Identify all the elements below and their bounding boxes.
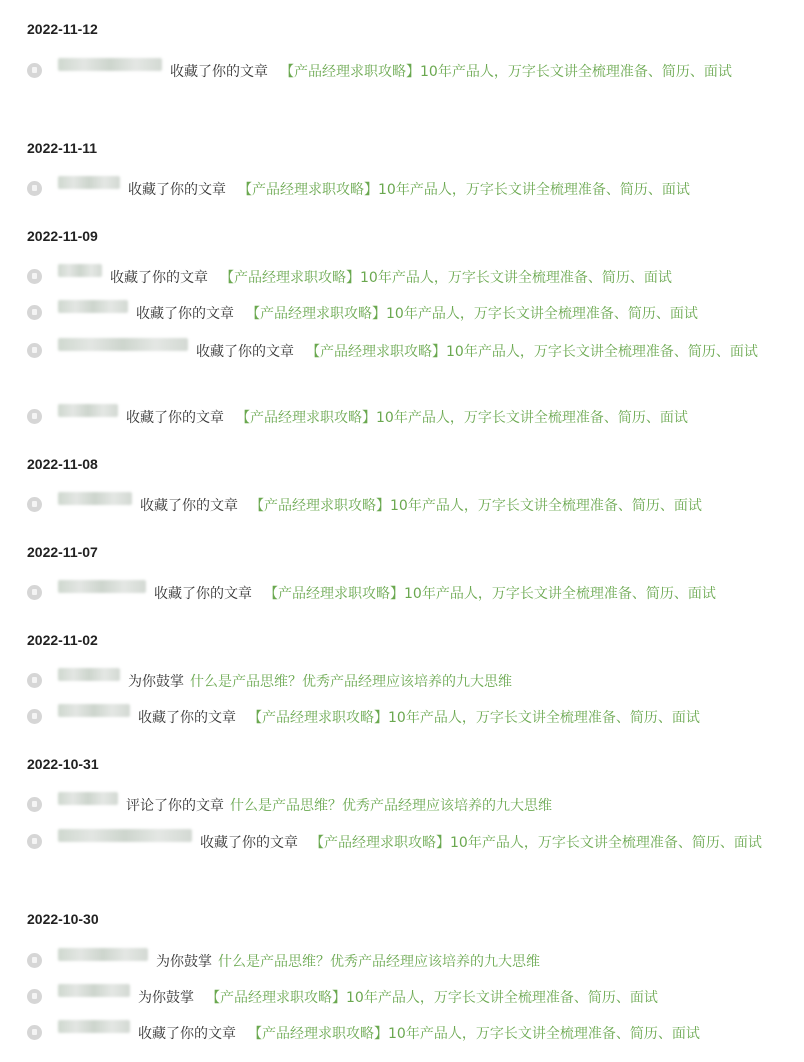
activity-item: [27, 667, 767, 698]
activity-item: [27, 791, 767, 822]
activity-item: [27, 1019, 767, 1050]
activity-action: 收藏了你的文章: [196, 344, 294, 360]
activity-action: 为你鼓掌: [138, 990, 194, 1006]
activity-action: 收藏了你的文章: [154, 586, 252, 602]
activity-action: 收藏了你的文章: [128, 182, 226, 198]
activity-item: [27, 491, 767, 522]
date-heading: 2022-11-08: [27, 456, 98, 472]
username[interactable]: [58, 58, 162, 71]
activity-action: 收藏了你的文章: [138, 710, 236, 726]
date-heading: 2022-11-11: [27, 140, 98, 156]
article-link[interactable]: 【产品经理求职攻略】10年产品人，万字长文讲全梳理准备、简历、面试: [206, 990, 658, 1006]
username[interactable]: [58, 300, 128, 313]
default-avatar-icon[interactable]: [27, 953, 42, 968]
activity-item: [27, 175, 767, 206]
article-link[interactable]: 【产品经理求职攻略】10年产品人，万字长文讲全梳理准备、简历、面试: [306, 344, 758, 360]
default-avatar-icon[interactable]: [27, 1025, 42, 1040]
activity-action: 收藏了你的文章: [136, 306, 234, 322]
default-avatar-icon[interactable]: [27, 269, 42, 284]
article-link[interactable]: 【产品经理求职攻略】10年产品人，万字长文讲全梳理准备、简历、面试: [264, 586, 716, 602]
username[interactable]: [58, 792, 118, 805]
username[interactable]: [58, 984, 130, 997]
default-avatar-icon[interactable]: [27, 63, 42, 78]
activity-item: [27, 828, 767, 859]
username[interactable]: [58, 1020, 130, 1033]
activity-item: [27, 403, 767, 434]
date-heading: 2022-11-12: [27, 21, 98, 37]
username[interactable]: [58, 668, 120, 681]
username[interactable]: [58, 580, 146, 593]
default-avatar-icon[interactable]: [27, 834, 42, 849]
activity-item: [27, 703, 767, 734]
username[interactable]: [58, 829, 192, 842]
username[interactable]: [58, 176, 120, 189]
activity-action: 评论了你的文章: [126, 798, 224, 814]
default-avatar-icon[interactable]: [27, 797, 42, 812]
username[interactable]: [58, 492, 132, 505]
default-avatar-icon[interactable]: [27, 673, 42, 688]
article-link[interactable]: 【产品经理求职攻略】10年产品人，万字长文讲全梳理准备、简历、面试: [246, 306, 698, 322]
activity-item: [27, 337, 767, 368]
activity-action: 收藏了你的文章: [170, 64, 268, 80]
default-avatar-icon[interactable]: [27, 585, 42, 600]
article-link[interactable]: 【产品经理求职攻略】10年产品人，万字长文讲全梳理准备、简历、面试: [248, 1026, 700, 1042]
article-link[interactable]: 【产品经理求职攻略】10年产品人，万字长文讲全梳理准备、简历、面试: [310, 835, 762, 851]
activity-item: [27, 57, 767, 88]
default-avatar-icon[interactable]: [27, 305, 42, 320]
article-link[interactable]: 什么是产品思维？优秀产品经理应该培养的九大思维: [230, 798, 552, 814]
activity-item: [27, 299, 767, 330]
article-link[interactable]: 【产品经理求职攻略】10年产品人，万字长文讲全梳理准备、简历、面试: [248, 710, 700, 726]
article-link[interactable]: 什么是产品思维？优秀产品经理应该培养的九大思维: [190, 674, 512, 690]
username[interactable]: [58, 338, 188, 351]
activity-item: [27, 263, 767, 294]
default-avatar-icon[interactable]: [27, 343, 42, 358]
default-avatar-icon[interactable]: [27, 989, 42, 1004]
article-link[interactable]: 【产品经理求职攻略】10年产品人，万字长文讲全梳理准备、简历、面试: [236, 410, 688, 426]
article-link[interactable]: 【产品经理求职攻略】10年产品人，万字长文讲全梳理准备、简历、面试: [220, 270, 672, 286]
default-avatar-icon[interactable]: [27, 709, 42, 724]
activity-action: 收藏了你的文章: [126, 410, 224, 426]
activity-item: [27, 579, 767, 610]
article-link[interactable]: 什么是产品思维？优秀产品经理应该培养的九大思维: [218, 954, 540, 970]
date-heading: 2022-11-09: [27, 228, 98, 244]
activity-action: 收藏了你的文章: [200, 835, 298, 851]
date-heading: 2022-10-31: [27, 756, 99, 772]
username[interactable]: [58, 948, 148, 961]
article-link[interactable]: 【产品经理求职攻略】10年产品人，万字长文讲全梳理准备、简历、面试: [280, 64, 732, 80]
article-link[interactable]: 【产品经理求职攻略】10年产品人，万字长文讲全梳理准备、简历、面试: [250, 498, 702, 514]
username[interactable]: [58, 264, 102, 277]
date-heading: 2022-11-07: [27, 544, 98, 560]
default-avatar-icon[interactable]: [27, 497, 42, 512]
activity-action: 收藏了你的文章: [140, 498, 238, 514]
username[interactable]: [58, 404, 118, 417]
activity-item: [27, 983, 767, 1014]
activity-item: [27, 947, 767, 978]
activity-action: 为你鼓掌: [128, 674, 184, 690]
activity-action: 为你鼓掌: [156, 954, 212, 970]
date-heading: 2022-11-02: [27, 632, 98, 648]
activity-action: 收藏了你的文章: [138, 1026, 236, 1042]
default-avatar-icon[interactable]: [27, 409, 42, 424]
username[interactable]: [58, 704, 130, 717]
article-link[interactable]: 【产品经理求职攻略】10年产品人，万字长文讲全梳理准备、简历、面试: [238, 182, 690, 198]
default-avatar-icon[interactable]: [27, 181, 42, 196]
activity-action: 收藏了你的文章: [110, 270, 208, 286]
date-heading: 2022-10-30: [27, 911, 99, 927]
